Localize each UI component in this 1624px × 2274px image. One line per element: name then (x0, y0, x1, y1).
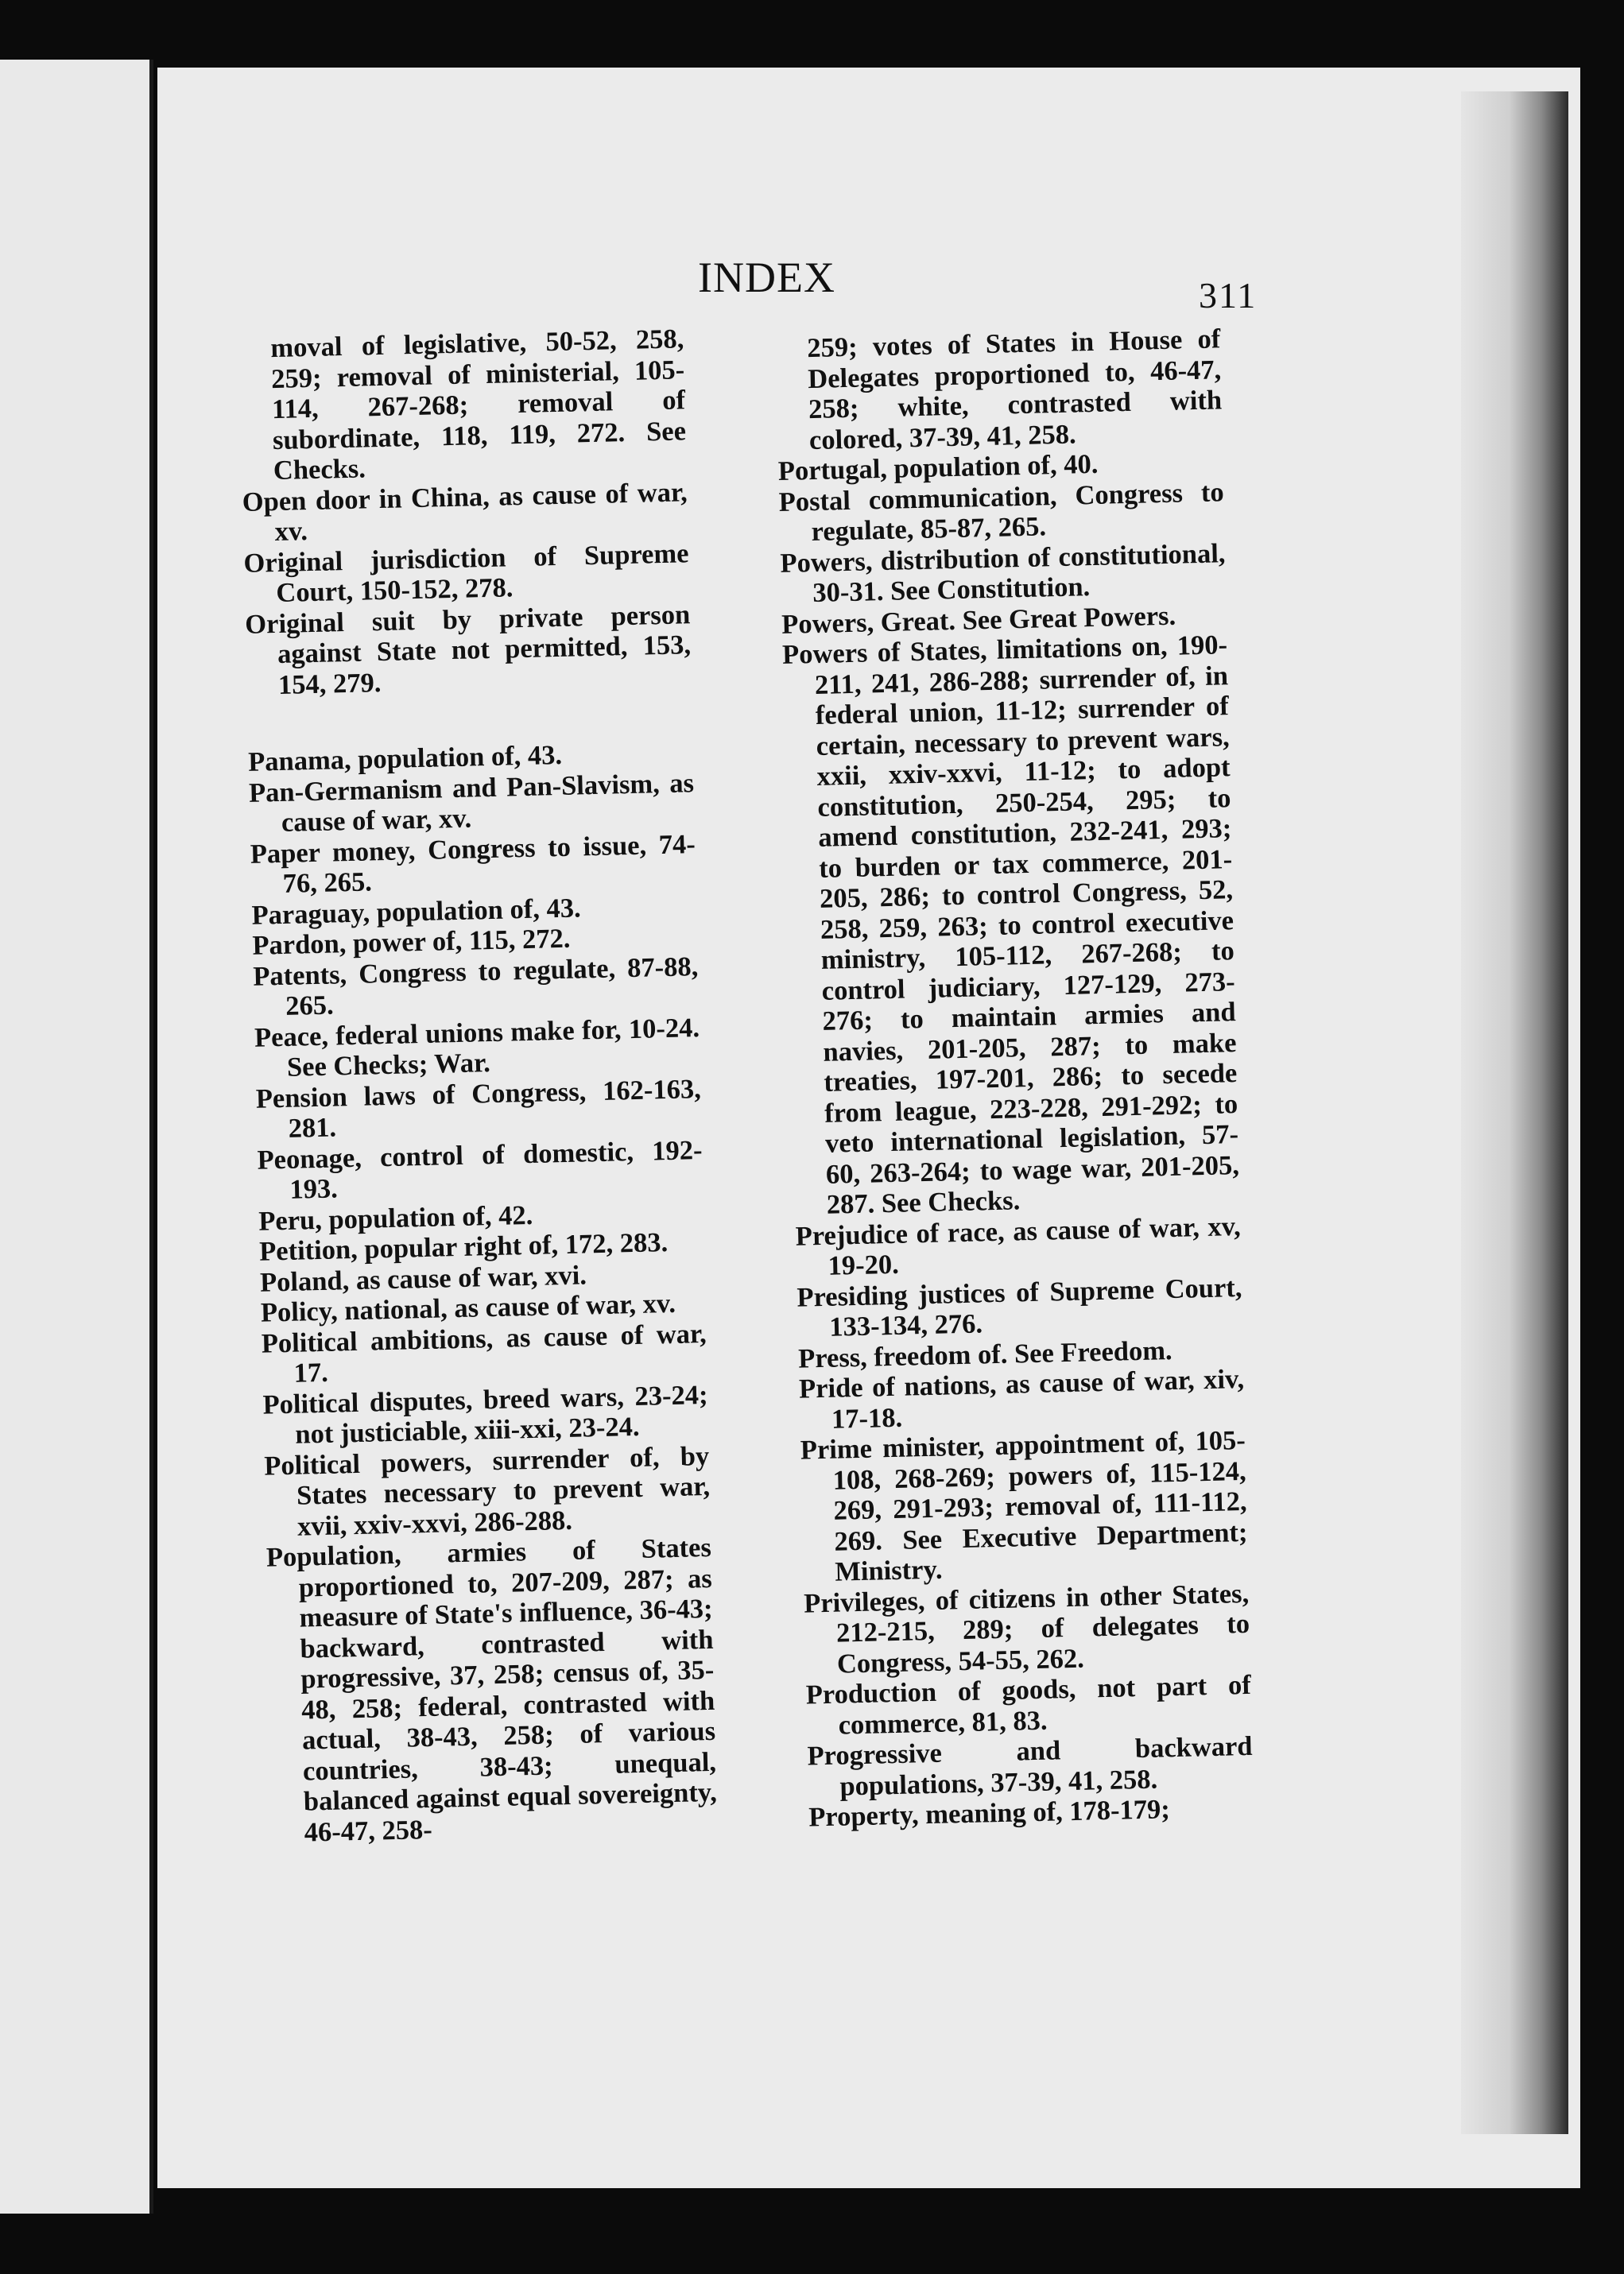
index-column-left (238, 323, 718, 1848)
index-entry: Press, freedom of. See Freedom. (797, 1335, 1172, 1374)
index-entry: Prime minister, appointment of, 105-108, 268-269; powers of, 115-124, 269, 291-293; removal of, 111-112, 269. See Executive Department; Ministry. (800, 1424, 1248, 1587)
page-number: 311 (1199, 275, 1258, 316)
index-entry: Peace, federal unions make for, 10-24. See Checks; War. (254, 1012, 700, 1083)
index-entry: Powers, distribution of constitutional, 30-31. See Constitution. (780, 537, 1226, 609)
index-entry: Presiding justices of Supreme Court, 133-134, 276. (796, 1272, 1242, 1342)
index-column-right (775, 323, 1254, 1833)
index-entry: Policy, national, as cause of war, xv. (260, 1288, 676, 1328)
index-entry: Prejudice of race, as cause of war, xv, 19-20. (795, 1211, 1242, 1281)
index-entry: Original jurisdiction of Supreme Court, 150-152, 278. (243, 537, 689, 609)
index-entry: Pride of nations, as cause of war, xiv, 17-18. (798, 1363, 1245, 1435)
index-entry: Powers of States, limitations on, 190-211, 241, 286-288; surrender of, in federal union, 11-12; surrender of certain, necessary to prevent wars, xxii, xxiv-xxvi, 11-12; to adopt constitution, 250-254, 295; to amend constitution, 232-241, 293; to burden or tax commerce, 201-205, 286; to control Congress, 52, 258, 259, 263; to control executive ministry, 105-112, 267-268; to control judiciary, 127-129, 273-276; to maintain armies and navies, 201-205, 287; to make treaties, 197-201, 286; to secede from league, 223-228, 291-292; to veto international legislation, 57-60, 263-264; to wage war, 201-205, 287. See Checks. (781, 630, 1240, 1220)
index-entry: Patents, Congress to regulate, 87-88, 265. (252, 951, 699, 1021)
index-entry: Peru, population of, 42. (258, 1199, 533, 1237)
index-entry: Political powers, surrender of, by States necessary to prevent war, xvii, xxiv-xxvi, 286-288. (263, 1440, 711, 1542)
index-entry: Peonage, control of domestic, 192-193. (257, 1134, 703, 1205)
index-entry: Original suit by private person against State not permitted, 153, 154, 279. (244, 599, 692, 700)
index-entry: Poland, as cause of war, xvi. (259, 1259, 587, 1298)
page-edge-shadow (1461, 91, 1568, 2134)
index-entry: Pardon, power of, 115, 272. (252, 923, 571, 961)
page-title: INDEX (698, 254, 835, 301)
previous-page-edge (0, 60, 153, 2214)
index-entry: Paraguay, population of, 43. (251, 892, 581, 931)
index-entry: Pension laws of Congress, 162-163, 281. (255, 1073, 702, 1144)
index-entry: Pan-Germanism and Pan-Slavism, as cause of war, xv. (248, 767, 695, 838)
index-entry: Panama, population of, 43. (247, 739, 563, 777)
index-entry: Progressive and backward populations, 37-39, 41, 258. (807, 1730, 1253, 1802)
index-entry: Postal communication, Congress to regulate, 85-87, 265. (778, 476, 1225, 548)
index-entry: Paper money, Congress to issue, 74-76, 265. (250, 828, 696, 899)
index-entry: Political disputes, breed wars, 23-24; not justiciable, xiii-xxi, 23-24. (262, 1379, 708, 1450)
index-entry: Open door in China, as cause of war, xv. (242, 476, 688, 548)
index-entry: 259; votes of States in House of Delegates proportioned to, 46-47, 258; white, contrasted with colored, 37-39, 41, 258. (806, 323, 1223, 455)
index-entry: Property, meaning of, 178-179; (808, 1794, 1171, 1833)
index-entry: Powers, Great. See Great Powers. (781, 600, 1176, 640)
index-entry: Portugal, population of, 40. (777, 448, 1099, 486)
index-entry: Population, armies of States proportioned to, 207-209, 287; as measure of State's influence, 36-43; backward, contrasted with progressive, 37, 258; census of, 35-48, 258; federal, contrasted with actual, 38-43, 258; of various countries, 38-43; unequal, balanced against equal sovereignty, 46-47, 258- (265, 1532, 718, 1848)
index-entry: Production of goods, not part of commerce, 81, 83. (805, 1669, 1252, 1741)
index-entry: moval of legislative, 50-52, 258, 259; removal of ministerial, 105-114, 267-268; removal of subordinate, 118, 119, 272. See Checks. (269, 323, 687, 486)
index-entry: Political ambitions, as cause of war, 17. (261, 1318, 707, 1389)
index-entry: Petition, popular right of, 172, 283. (258, 1227, 669, 1267)
index-entry: Privileges, of citizens in other States, 212-215, 289; of delegates to Congress, 54-55, 262. (803, 1578, 1250, 1679)
